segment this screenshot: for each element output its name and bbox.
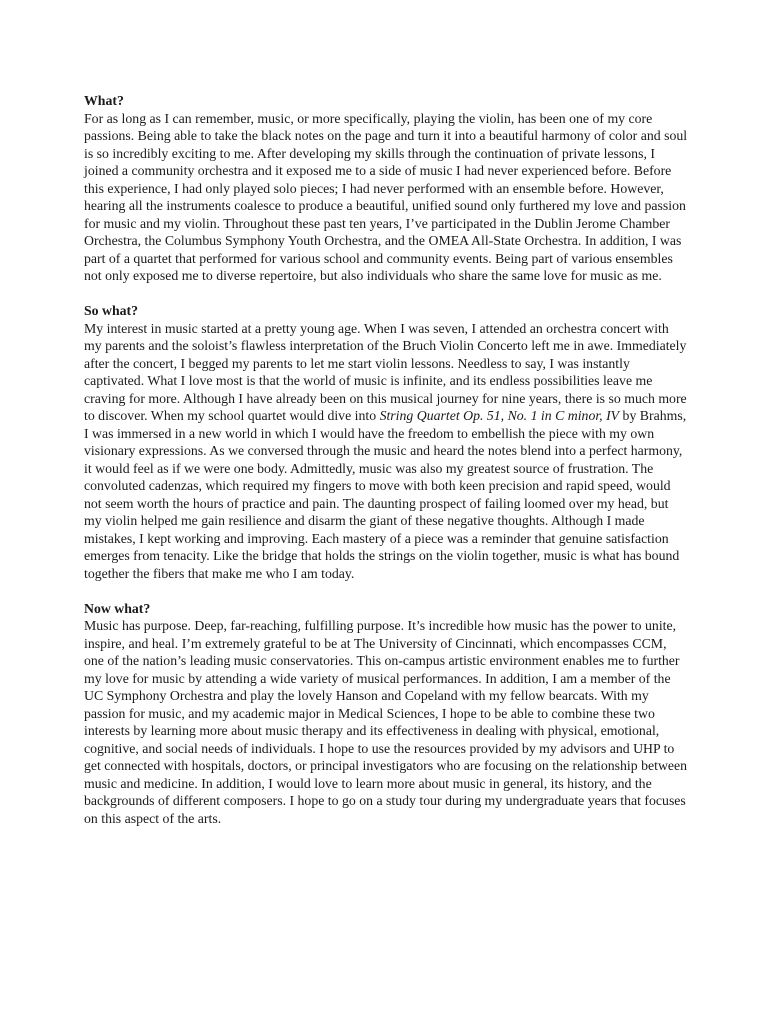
paragraph-text: by Brahms, I was immersed in a new world in which I would have the freedom to embellish the piece with my own visionary expressions. As we conversed through the music and heard the notes blend into a perfect harmony, it would feel as if we were one body. Admittedly, music was also my greatest source of frustration. The convoluted cadenzas, which required my fingers to move with both keen precision and rapid speed, would not seem worth the hours of practice and pain. The daunting prospect of failing loomed over my head, but my violin helped me gain resilience and disarm the giant of these negative thoughts. Although I made mistakes, I kept working and improving. Each mastery of a piece was a reminder that genuine satisfaction emerges from tenacity. Like the bridge that holds the strings on the violin together, music is what has bound together the fibers that make me who I am today.	[84, 408, 687, 581]
work-title: String Quartet Op. 51, No. 1 in C minor, IV	[379, 408, 620, 423]
section-so-what	[84, 302, 688, 582]
section-what	[84, 92, 688, 285]
paragraph-text: For as long as I can remember, music, or more specifically, playing the violin, has been one of my core passions. Being able to take the black notes on the page and turn it into a beautiful harmony of color and soul is so incredibly exciting to me. After developing my skills through the continuation of private lessons, I joined a community orchestra and it exposed me to a side of music I had never experienced before. Before this experience, I had only played solo pieces; I had never performed with an ensemble before. However, hearing all the instruments coalesce to produce a beautiful, unified sound only furthered my love and passion for music and my violin. Throughout these past ten years, I’ve participated in the Dublin Jerome Chamber Orchestra, the Columbus Symphony Youth Orchestra, and the OMEA All-State Orchestra. In addition, I was part of a quartet that performed for various school and community events. Being part of various ensembles not only exposed me to diverse repertoire, but also individuals who share the same love for music as me.	[84, 110, 688, 283]
section-heading: Now what?	[84, 600, 151, 616]
paragraph-text: Music has purpose. Deep, far-reaching, fulfilling purpose. It’s incredible how music has the power to unite, inspire, and heal. I’m extremely grateful to be at The University of Cincinnati, which encompasses CCM, one of the nation’s leading music conservatories. This on-campus artistic environment enables me to further my love for music by attending a wide variety of musical performances. In addition, I am a member of the UC Symphony Orchestra and play the lovely Hanson and Copeland with my fellow bearcats. With my passion for music, and my academic major in Medical Sciences, I hope to be able to combine these two interests by learning more about music therapy and its effectiveness in dealing with physical, emotional, cognitive, and social needs of individuals. I hope to use the resources provided by my advisors and UHP to get connected with hospitals, doctors, or principal investigators who are focusing on the relationship between music and medicine. In addition, I would love to learn more about music in general, its history, and the backgrounds of different composers. I hope to go on a study tour during my undergraduate years that focuses on this aspect of the arts.	[84, 618, 688, 826]
document-page	[84, 92, 688, 845]
section-heading: So what?	[84, 303, 139, 318]
section-heading: What?	[84, 93, 124, 108]
section-now-what	[84, 600, 688, 828]
section-paragraph	[84, 617, 688, 827]
paragraph-text: My interest in music started at a pretty young age. When I was seven, I attended an orchestra concert with my parents and the soloist’s flawless interpretation of the Bruch Violin Concerto left me in awe. Immediately after the concert, I begged my parents to let me start violin lessons. Needless to say, I was instantly captivated. What I love most is that the world of music is infinite, and its endless possibilities leave me craving for more. Although I have already been on this musical journey for nine years, there is so much more to discover. When my school quartet would dive into	[84, 320, 687, 423]
section-paragraph	[84, 110, 688, 285]
section-paragraph	[84, 320, 688, 583]
